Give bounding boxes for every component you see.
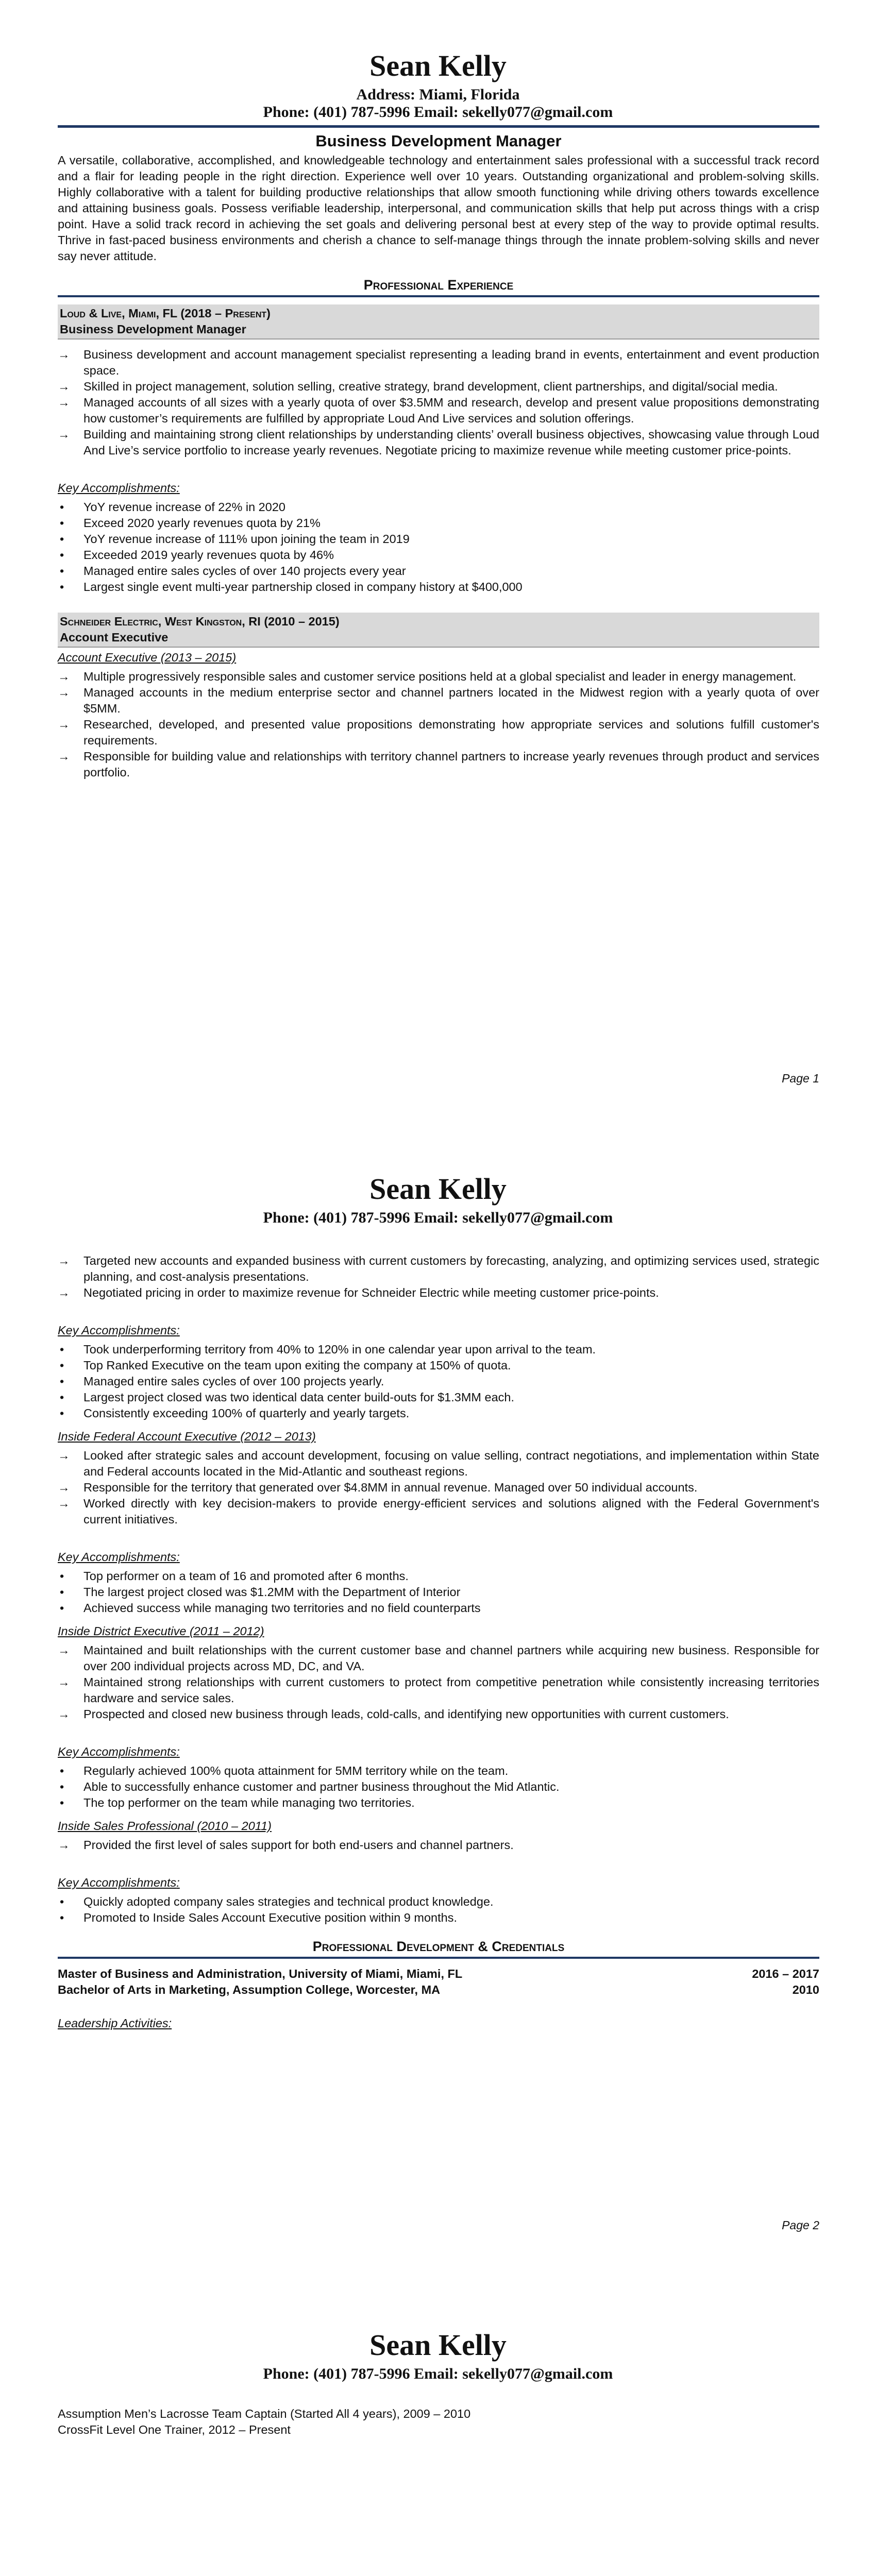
accomplishment-item: • Managed entire sales cycles of over 140 projects every year bbox=[58, 563, 819, 579]
accomplishments-list bbox=[58, 1763, 819, 1811]
job-header-schneider bbox=[58, 613, 819, 647]
page3-body bbox=[58, 2406, 819, 2438]
accomplishment-item: • Promoted to Inside Sales Account Executive position within 9 months. bbox=[58, 1910, 819, 1926]
section-title-education: Professional Development & Credentials bbox=[312, 1939, 565, 1954]
job-position: Account Executive bbox=[60, 631, 169, 644]
job-duties-list bbox=[58, 347, 819, 459]
accomplishments-list bbox=[58, 1568, 819, 1616]
duty-item: → Responsible for building value and relationships with territory channel partners to increase yearly revenues through product and services portfolio. bbox=[58, 749, 819, 781]
activity-item: CrossFit Level One Trainer, 2012 – Present bbox=[58, 2423, 291, 2436]
role-title: Inside Sales Professional (2010 – 2011) bbox=[58, 1819, 272, 1833]
resume-title: Business Development Manager bbox=[315, 132, 562, 150]
accomplishments-list bbox=[58, 1342, 819, 1421]
education-row bbox=[58, 1982, 819, 1998]
accomplishments-title: Key Accomplishments: bbox=[58, 1745, 180, 1758]
duty-item: → Targeted new accounts and expanded business with current customers by forecasting, analyzing, and optimizing services used, strategic planning, and cost-analysis presentations. bbox=[58, 1253, 819, 1285]
resume-page-2 bbox=[0, 1103, 876, 2257]
duty-item: → Provided the first level of sales support for both end-users and channel partners. bbox=[58, 1837, 819, 1853]
role-duties-list bbox=[58, 1253, 819, 1301]
role-duties-list bbox=[58, 1642, 819, 1722]
accomplishment-item: • Took underperforming territory from 40% to 120% in one calendar year upon arrival to the team. bbox=[58, 1342, 819, 1358]
role-duties-list bbox=[58, 1448, 819, 1528]
education-degree: Master of Business and Administration, University of Miami, Miami, FL bbox=[58, 1967, 463, 1980]
accomplishment-item: • YoY revenue increase of 111% upon joining the team in 2019 bbox=[58, 531, 819, 547]
section-rule bbox=[58, 295, 819, 297]
resume-page-3 bbox=[0, 2257, 876, 2576]
accomplishment-item: • Able to successfully enhance customer and partner business throughout the Mid Atlantic. bbox=[58, 1779, 819, 1795]
candidate-contact: Phone: (401) 787-5996 Email: sekelly077@gmail.com bbox=[263, 104, 613, 121]
page2-body bbox=[58, 1253, 819, 2035]
duty-item: → Business development and account management specialist representing a leading brand in events, entertainment and event production space. bbox=[58, 347, 819, 379]
duty-item: → Skilled in project management, solution selling, creative strategy, brand development, client partnerships, and digital/social media. bbox=[58, 379, 819, 395]
duty-item: → Responsible for the territory that generated over $4.8MM in annual revenue. Managed over 50 individual accounts. bbox=[58, 1480, 819, 1496]
accomplishment-item: • Achieved success while managing two territories and no field counterparts bbox=[58, 1600, 819, 1616]
resume-page-1 bbox=[0, 0, 876, 1103]
activity-item: Assumption Men’s Lacrosse Team Captain (Started All 4 years), 2009 – 2010 bbox=[58, 2407, 471, 2420]
candidate-contact: Phone: (401) 787-5996 Email: sekelly077@gmail.com bbox=[263, 1209, 613, 1226]
education-row bbox=[58, 1966, 819, 1982]
section-title-experience: Professional Experience bbox=[363, 277, 514, 293]
section-rule bbox=[58, 1957, 819, 1959]
education-years: 2010 bbox=[792, 1983, 819, 1996]
education-years: 2016 – 2017 bbox=[752, 1967, 819, 1980]
accomplishment-item: • Regularly achieved 100% quota attainment for 5MM territory while on the team. bbox=[58, 1763, 819, 1779]
accomplishment-item: • Largest single event multi-year partnership closed in company history at $400,000 bbox=[58, 579, 819, 595]
role-title: Inside Federal Account Executive (2012 – 2013) bbox=[58, 1430, 316, 1443]
accomplishments-title: Key Accomplishments: bbox=[58, 1876, 180, 1889]
candidate-contact: Phone: (401) 787-5996 Email: sekelly077@gmail.com bbox=[263, 2365, 613, 2382]
accomplishment-item: • Consistently exceeding 100% of quarterly and yearly targets. bbox=[58, 1405, 819, 1421]
duty-item: → Looked after strategic sales and account development, focusing on value selling, contract negotiations, and implementation within State and Federal accounts located in the Mid-Atlantic and southeast regions. bbox=[58, 1448, 819, 1480]
duty-item: → Managed accounts in the medium enterprise sector and channel partners located in the Midwest region with a yearly quota of over $5MM. bbox=[58, 685, 819, 717]
accomplishment-item: • The top performer on the team while managing two territories. bbox=[58, 1795, 819, 1811]
accomplishment-item: • Top Ranked Executive on the team upon exiting the company at 150% of quota. bbox=[58, 1358, 819, 1374]
accomplishments-title: Key Accomplishments: bbox=[58, 481, 180, 495]
header-rule bbox=[58, 125, 819, 128]
accomplishments-title: Key Accomplishments: bbox=[58, 1324, 180, 1337]
accomplishment-item: • The largest project closed was $1.2MM with the Department of Interior bbox=[58, 1584, 819, 1600]
duty-item: → Researched, developed, and presented value propositions demonstrating how appropriate services and solutions fulfill customer's requirements. bbox=[58, 717, 819, 749]
accomplishment-item: • YoY revenue increase of 22% in 2020 bbox=[58, 499, 819, 515]
job-organization: Schneider Electric, West Kingston, RI (2010 – 2015) bbox=[60, 615, 340, 628]
role-duties-list bbox=[58, 1837, 819, 1853]
accomplishment-item: • Top performer on a team of 16 and promoted after 6 months. bbox=[58, 1568, 819, 1584]
page1-body bbox=[58, 131, 819, 781]
job-header-loud-live bbox=[58, 304, 819, 338]
duty-item: → Prospected and closed new business through leads, cold-calls, and identifying new opportunities with current customers. bbox=[58, 1706, 819, 1722]
accomplishment-item: • Exceeded 2019 yearly revenues quota by 46% bbox=[58, 547, 819, 563]
role-duties-list bbox=[58, 669, 819, 781]
accomplishment-item: • Largest project closed was two identical data center build-outs for $1.3MM each. bbox=[58, 1389, 819, 1405]
candidate-name: Sean Kelly bbox=[369, 2328, 507, 2362]
job-organization: Loud & Live, Miami, FL (2018 – Present) bbox=[60, 307, 271, 320]
duty-item: → Multiple progressively responsible sales and customer service positions held at a global specialist and leader in energy management. bbox=[58, 669, 819, 685]
accomplishments-list bbox=[58, 1894, 819, 1926]
role-title: Account Executive (2013 – 2015) bbox=[58, 651, 237, 664]
duty-item: → Building and maintaining strong client relationships by understanding clients’ overall business objectives, showcasing value through Loud And Live’s service portfolio to increase yearly revenues. Negotiate pricing to maximize revenue while meeting customer price-points. bbox=[58, 427, 819, 459]
job-header-underline bbox=[58, 647, 819, 648]
accomplishment-item: • Exceed 2020 yearly revenues quota by 21% bbox=[58, 515, 819, 531]
job-position: Business Development Manager bbox=[60, 323, 246, 336]
summary-paragraph: A versatile, collaborative, accomplished, and knowledgeable technology and entertainment sales professional with a successful track record and a flair for leading people in the right direction. Experience well over 10 years. Outstanding organizational and problem-solving skills. Highly collaborative with a talent for building productive relationships that allow smooth functioning while driving others towards excellence and attaining business goals. Possess verifiable leadership, interpersonal, and communication skills that help put across things with a crisp point. Have a solid track record in achieving the set goals and delivering personal best at every step of the way to provide optimal results. Thrive in fast-paced business environments and cherish a chance to self-manage things through the innate problem-solving skills and never say never attitude. bbox=[58, 154, 819, 263]
duty-item: → Maintained and built relationships with the current customer base and channel partners while acquiring new business. Responsible for over 200 individual projects across MD, DC, and VA. bbox=[58, 1642, 819, 1674]
duty-item: → Negotiated pricing in order to maximize revenue for Schneider Electric while meeting customer price-points. bbox=[58, 1285, 819, 1301]
accomplishments-list bbox=[58, 499, 819, 595]
accomplishment-item: • Managed entire sales cycles of over 100 projects yearly. bbox=[58, 1374, 819, 1389]
candidate-name: Sean Kelly bbox=[369, 1172, 507, 1206]
leadership-title: Leadership Activities: bbox=[58, 2016, 172, 2030]
candidate-name: Sean Kelly bbox=[369, 49, 507, 82]
candidate-address: Address: Miami, Florida bbox=[356, 86, 520, 103]
page-number: Page 1 bbox=[782, 1072, 819, 1085]
job-header-underline bbox=[58, 338, 819, 340]
accomplishment-item: • Quickly adopted company sales strategies and technical product knowledge. bbox=[58, 1894, 819, 1910]
duty-item: → Worked directly with key decision-makers to provide energy-efficient services and solutions aligned with the Federal Government's current initiatives. bbox=[58, 1496, 819, 1528]
education-degree: Bachelor of Arts in Marketing, Assumption College, Worcester, MA bbox=[58, 1983, 441, 1996]
accomplishments-title: Key Accomplishments: bbox=[58, 1550, 180, 1564]
duty-item: → Managed accounts of all sizes with a yearly quota of over $3.5MM and research, develop and present value propositions demonstrating how customer’s requirements are fulfilled by appropriate Loud And Live services and solution offerings. bbox=[58, 395, 819, 427]
role-title: Inside District Executive (2011 – 2012) bbox=[58, 1624, 264, 1638]
duty-item: → Maintained strong relationships with current customers to protect from competitive penetration while consistently increasing territories hardware and service sales. bbox=[58, 1674, 819, 1706]
page-number: Page 2 bbox=[782, 2218, 819, 2232]
